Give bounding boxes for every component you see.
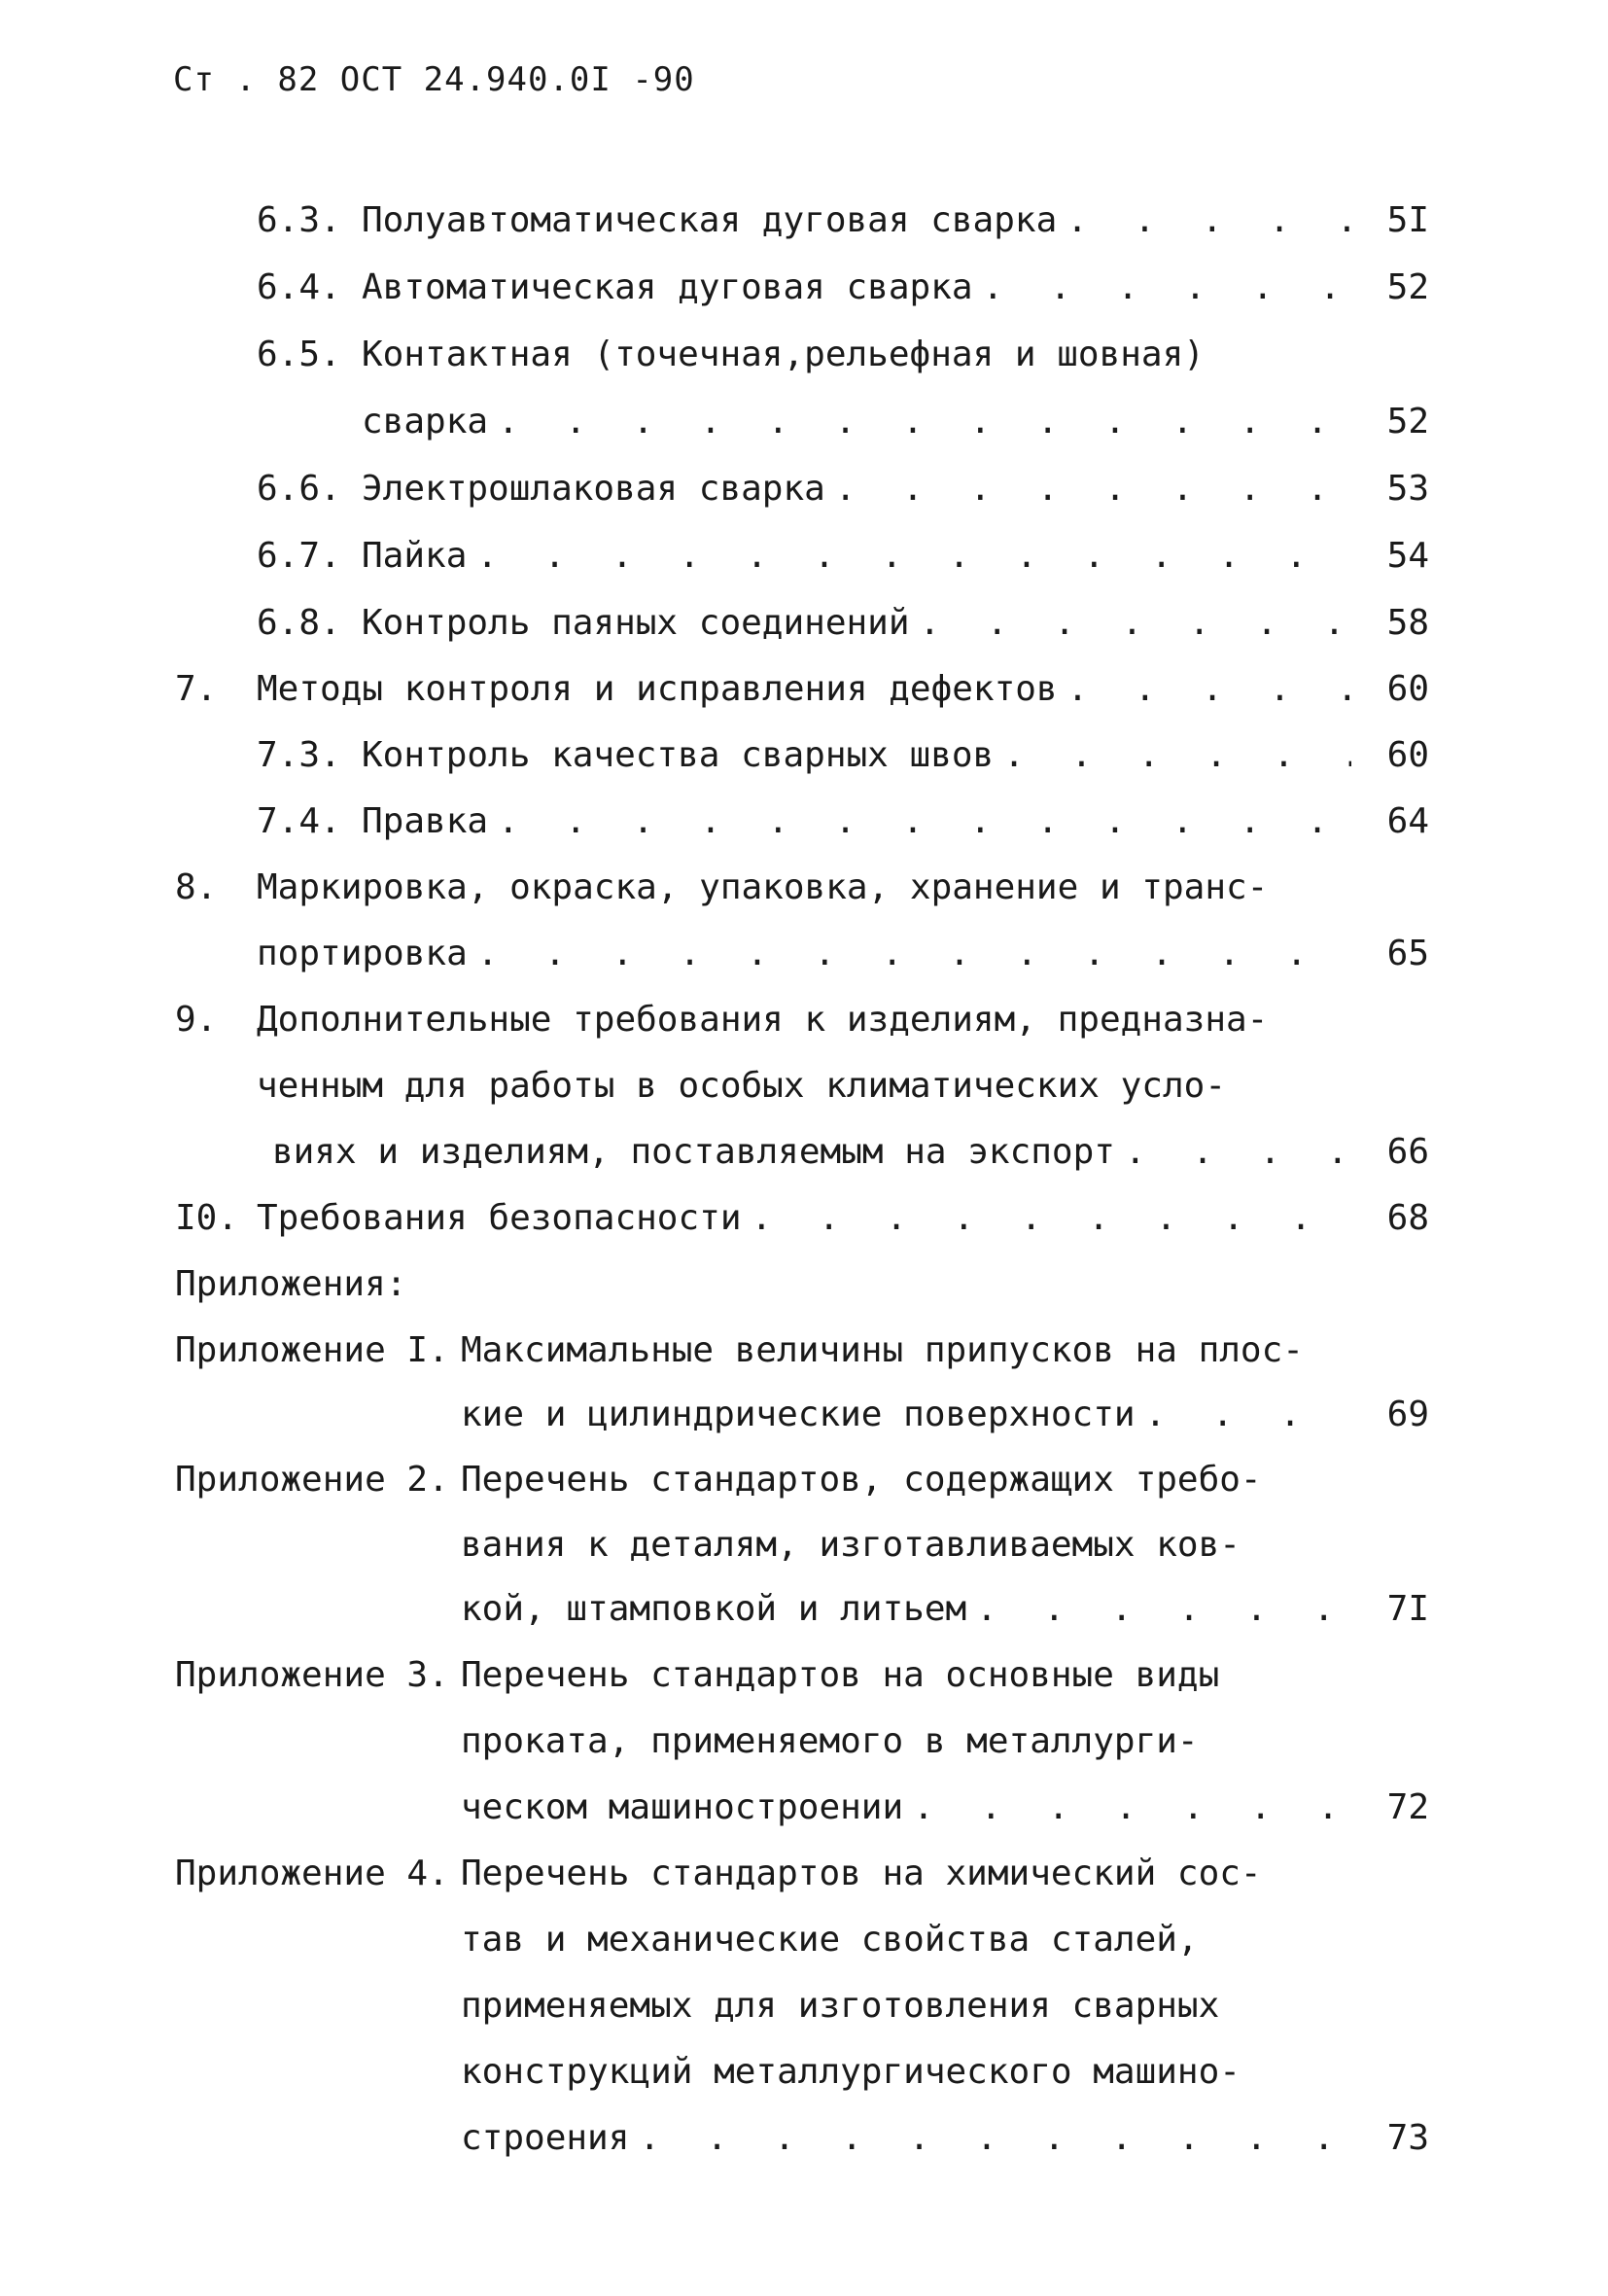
toc-entry: [461, 1916, 1429, 1964]
toc-entry: [175, 1260, 1429, 1309]
entry-title: кой, штамповкой и литьем: [461, 1589, 967, 1629]
section-number: 6.4.: [257, 267, 341, 307]
toc-entry: [362, 398, 1429, 446]
dot-leader: [976, 1585, 1351, 1634]
entry-title: кие и цилиндрические поверхности: [461, 1395, 1136, 1434]
dot-leader: [639, 2114, 1351, 2163]
entry-title: конструкций металлургического машино-: [461, 2052, 1241, 2092]
entry-title: тав и механические свойства сталей,: [461, 1920, 1199, 1960]
toc-entry: [461, 2114, 1429, 2163]
section-number: 9.: [175, 1000, 218, 1040]
entry-title: Приложения:: [175, 1264, 407, 1304]
page-number: 52: [1386, 267, 1429, 307]
appendix-number: Приложение 2.: [175, 1460, 449, 1500]
page-number: 5I: [1386, 200, 1429, 240]
section-number: 6.6.: [257, 469, 341, 509]
toc-entry: [461, 1982, 1429, 2031]
entry-title: Перечень стандартов, содержащих требо-: [461, 1460, 1262, 1500]
page-number: 72: [1386, 1787, 1429, 1827]
toc-entry: [175, 1651, 1429, 1700]
entry-title: виях и изделиям, поставляемым на экспорт: [272, 1132, 1115, 1172]
dot-leader: [1066, 196, 1351, 245]
entry-title: Перечень стандартов на химический сос-: [461, 1854, 1262, 1893]
dot-leader: [498, 797, 1351, 846]
entry-title: проката, применяемого в металлурги-: [461, 1721, 1199, 1761]
page-number: 68: [1386, 1198, 1429, 1238]
entry-title: Маркировка, окраска, упаковка, хранение и транс-: [257, 867, 1269, 907]
entry-title: вания к деталям, изготавливаемых ков-: [461, 1525, 1241, 1565]
entry-title: Полуавтоматическая дуговая сварка: [362, 200, 1058, 240]
toc-entry: [257, 532, 1429, 581]
section-number: 6.7.: [257, 536, 341, 576]
entry-title: Максимальные величины припусков на плос-: [461, 1330, 1304, 1370]
toc-entry: [272, 1128, 1429, 1177]
entry-title: Дополнительные требования к изделиям, предназна-: [257, 1000, 1269, 1040]
toc-entry: [461, 1717, 1429, 1766]
toc-entry: [461, 1521, 1429, 1570]
section-number: 8.: [175, 867, 218, 907]
toc-entry: [175, 996, 1429, 1044]
toc-entry: [461, 1585, 1429, 1634]
toc-entry: [175, 1326, 1429, 1375]
toc-entry: [257, 599, 1429, 648]
toc-entry: [257, 331, 1429, 379]
dot-leader: [1067, 665, 1351, 714]
toc-entry: [257, 797, 1429, 846]
page-number: 52: [1386, 402, 1429, 442]
toc-entry: [257, 1062, 1429, 1111]
toc-entry: [175, 665, 1429, 714]
toc-entry: [175, 1456, 1429, 1504]
page-number: 65: [1386, 934, 1429, 973]
page-number: 53: [1386, 469, 1429, 509]
entry-title: Контроль паяных соединений: [362, 603, 910, 643]
entry-title: портировка: [257, 934, 468, 973]
section-number: I0.: [175, 1198, 239, 1238]
dot-leader: [835, 465, 1351, 513]
toc-entry: [257, 264, 1429, 312]
page-number: 54: [1386, 536, 1429, 576]
toc-entry: [461, 1784, 1429, 1832]
dot-leader: [1125, 1128, 1351, 1177]
entry-title: применяемых для изготовления сварных: [461, 1986, 1220, 2026]
appendix-number: Приложение I.: [175, 1330, 449, 1370]
section-number: 6.8.: [257, 603, 341, 643]
entry-title: строения: [461, 2118, 630, 2158]
toc-entry: [175, 864, 1429, 912]
entry-title: Требования безопасности: [257, 1198, 742, 1238]
dot-leader: [752, 1194, 1352, 1243]
toc-entry: [461, 1391, 1429, 1439]
appendix-number: Приложение 3.: [175, 1655, 449, 1695]
entry-title: Контактная (точечная,рельефная и шовная): [362, 335, 1205, 374]
dot-leader: [476, 532, 1351, 581]
page-number: 7I: [1386, 1589, 1429, 1629]
toc-entry: [257, 930, 1429, 978]
entry-title: Автоматическая дуговая сварка: [362, 267, 973, 307]
section-number: 6.3.: [257, 200, 341, 240]
page-number: 64: [1386, 801, 1429, 841]
section-number: 7.3.: [257, 735, 341, 775]
page-number: 60: [1386, 735, 1429, 775]
dot-leader: [498, 398, 1351, 446]
dot-leader: [913, 1784, 1351, 1832]
section-number: 6.5.: [257, 335, 341, 374]
toc-entry: [257, 465, 1429, 513]
entry-title: ченным для работы в особых климатических усло-: [257, 1066, 1226, 1106]
page-number: 66: [1386, 1132, 1429, 1172]
page-number: 69: [1386, 1395, 1429, 1434]
entry-title: Электрошлаковая сварка: [362, 469, 825, 509]
dot-leader: [477, 930, 1351, 978]
page-number: 73: [1386, 2118, 1429, 2158]
dot-leader: [1145, 1391, 1351, 1439]
page-header: Ст . 82 ОСТ 24.940.0I -90: [173, 60, 695, 99]
entry-title: ческом машиностроении: [461, 1787, 904, 1827]
page-number: 60: [1386, 669, 1429, 709]
entry-title: сварка: [362, 402, 489, 442]
entry-title: Методы контроля и исправления дефектов: [257, 669, 1058, 709]
toc-entry: [461, 2048, 1429, 2097]
page-number: 58: [1386, 603, 1429, 643]
section-number: 7.: [175, 669, 218, 709]
toc-entry: [257, 731, 1429, 780]
entry-title: Контроль качества сварных швов: [362, 735, 995, 775]
dot-leader: [983, 264, 1351, 312]
appendix-number: Приложение 4.: [175, 1854, 449, 1893]
entry-title: Пайка: [362, 536, 468, 576]
dot-leader: [920, 599, 1351, 648]
entry-title: Перечень стандартов на основные виды: [461, 1655, 1220, 1695]
entry-title: Правка: [362, 801, 489, 841]
toc-entry: [175, 1194, 1429, 1243]
toc-entry: [257, 196, 1429, 245]
section-number: 7.4.: [257, 801, 341, 841]
dot-leader: [1003, 731, 1351, 780]
toc-entry: [175, 1850, 1429, 1898]
